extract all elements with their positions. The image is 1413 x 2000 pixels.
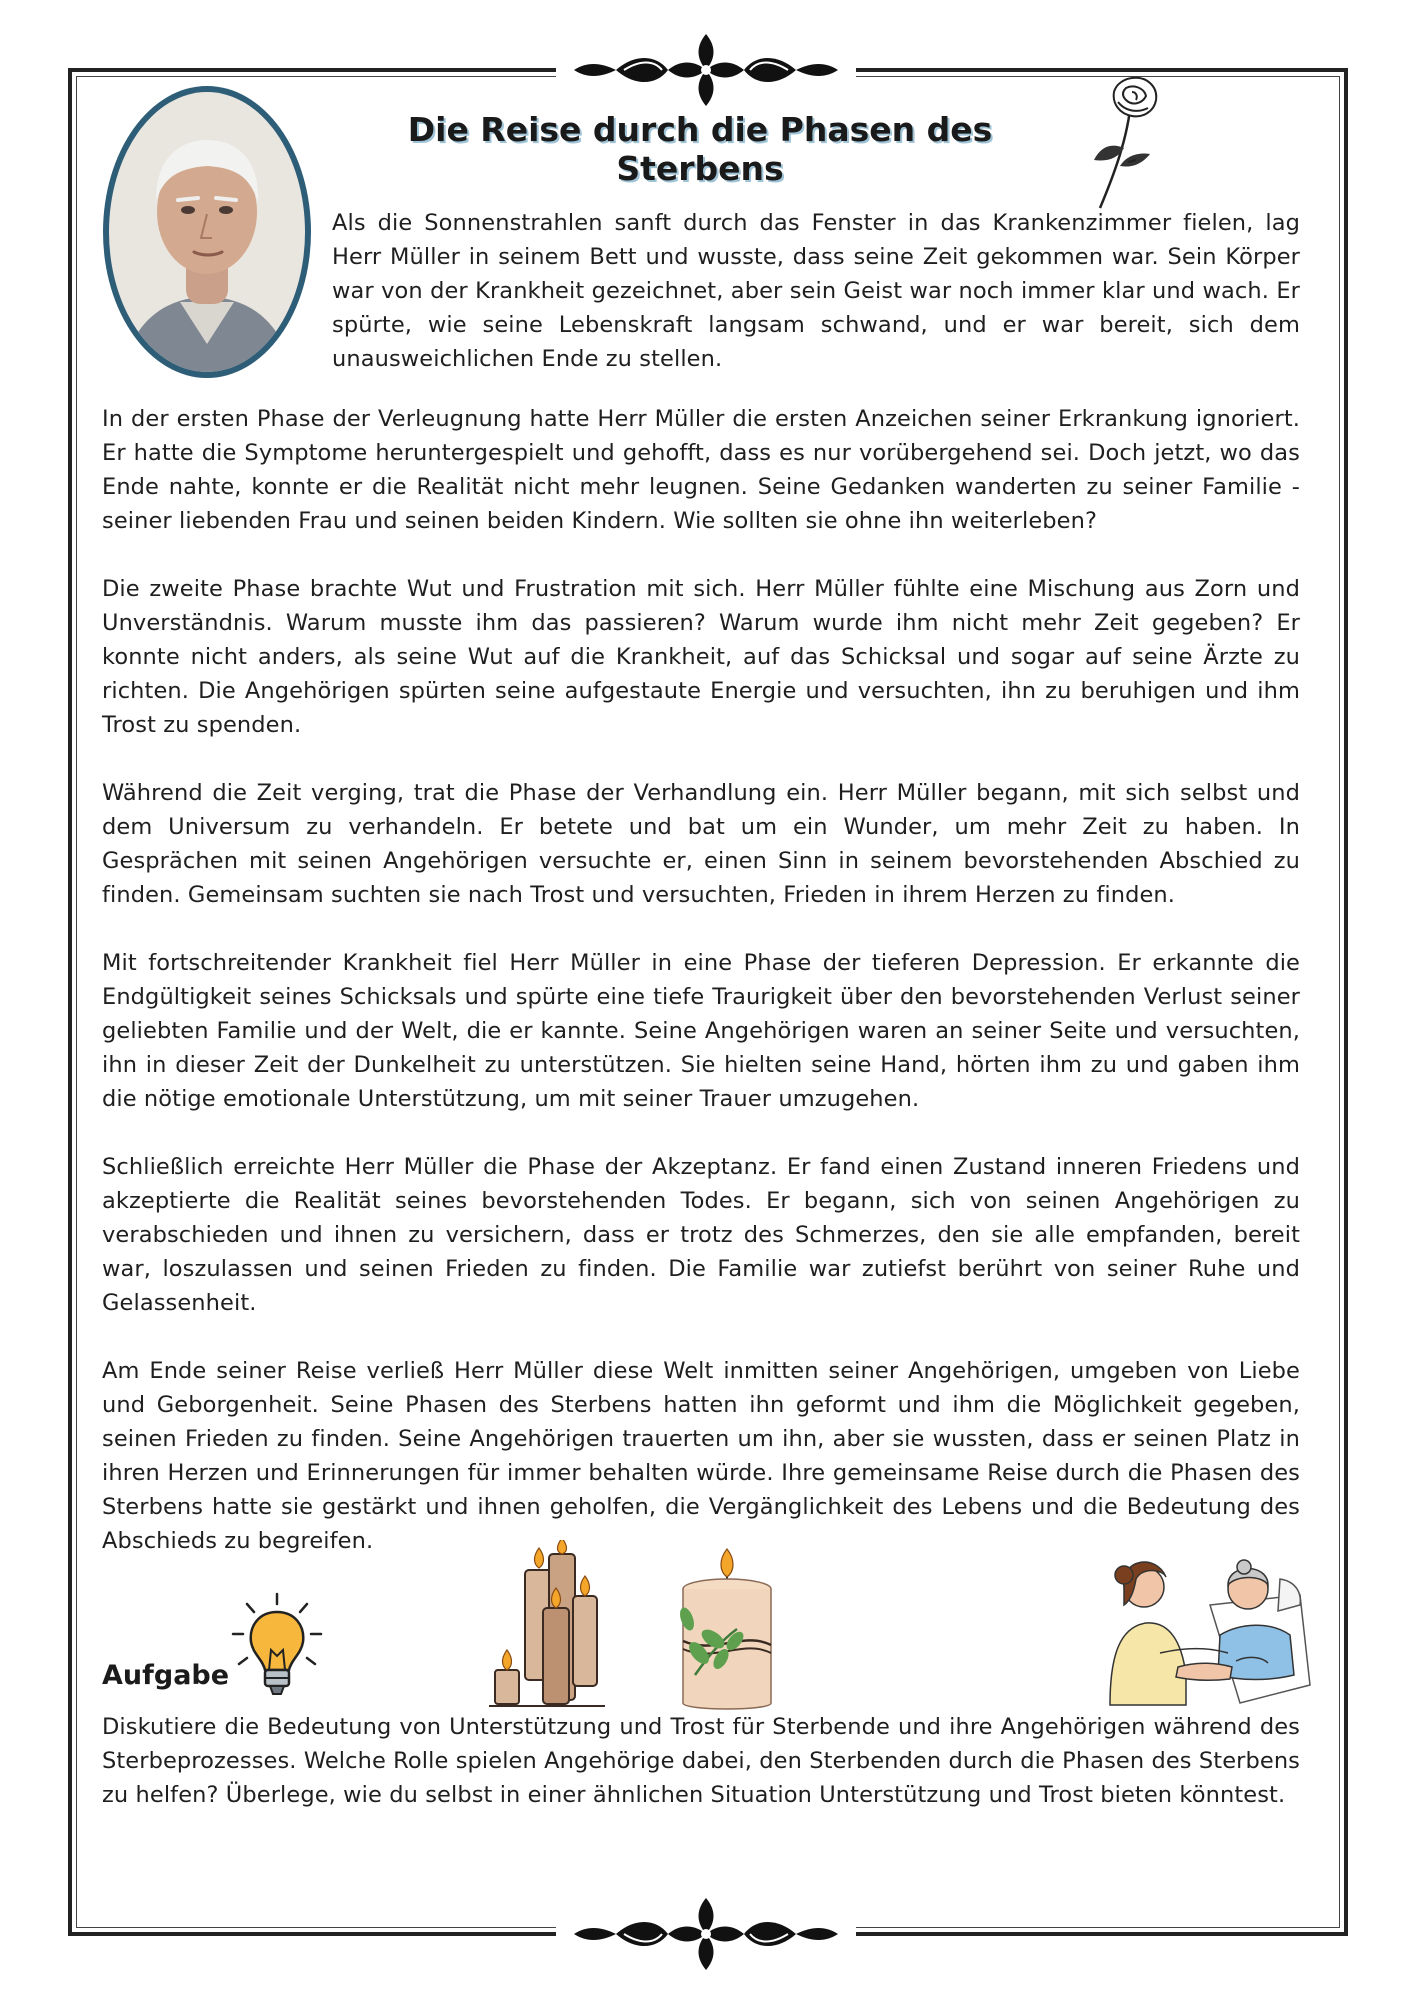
paragraph-acceptance: Schließlich erreichte Herr Müller die Phase der Akzeptanz. Er fand einen Zustand inneren Friedens und akzeptierte die Realität seines bevorstehenden Todes. Er begann, sich von seinen Angehörigen zu verabschieden und ihnen zu versichern, dass er trotz des Schmerzes, den sie alle empfanden, bereit war, loszulassen und seinen Frieden zu finden. Die Familie war zutiefst berührt von seiner Ruhe und Gelassenheit.	[102, 1154, 1300, 1316]
ornament-bottom-icon	[556, 1894, 856, 1974]
paragraph-anger: Die zweite Phase brachte Wut und Frustration mit sich. Herr Müller fühlte eine Mischung aus Zorn und Unverständnis. Warum musste ihm das passieren? Warum wurde ihm nicht mehr Zeit gegeben? Er konnte nicht anders, als seine Wut auf die Krankheit, auf das Schicksal und sogar auf seine Ärzte zu richten. Die Angehörigen spürten seine aufgestaute Energie und versuchten, ihn zu beruhigen und ihm Trost zu spenden.	[102, 576, 1300, 738]
task-heading: Aufgabe	[102, 1660, 230, 1691]
lightbulb-icon	[225, 1590, 330, 1705]
candle-icon	[665, 1545, 790, 1715]
page-title: Die Reise durch die Phasen des Sterbens	[407, 110, 993, 188]
paragraph-denial: In der ersten Phase der Verleugnung hatte Herr Müller die ersten Anzeichen seiner Erkrankung ignoriert. Er hatte die Symptome heruntergespielt und gehofft, dass es nur vorübergehend sei. Doch jetzt, wo das Ende nahte, konnte er die Realität nicht mehr leugnen. Seine Gedanken wanderten zu seiner Familie - seiner liebenden Frau und seinen beiden Kindern. Wie sollten sie ohne ihn weiterleben?	[102, 406, 1300, 534]
ornament-top-icon	[556, 30, 856, 110]
candles-icon	[485, 1540, 630, 1715]
rose-icon	[1080, 70, 1170, 210]
caregiver-with-patient-illustration	[1090, 1535, 1315, 1710]
task-text: Diskutiere die Bedeutung von Unterstützung und Trost für Sterbende und ihre Angehörigen während des Sterbeprozesses. Welche Rolle spielen Angehörige dabei, den Sterbenden durch die Phasen des Sterbens zu helfen? Überlege, wie du selbst in einer ähnlichen Situation Unterstützung und Trost bieten könntest.	[102, 1714, 1300, 1808]
paragraph-ending: Am Ende seiner Reise verließ Herr Müller diese Welt inmitten seiner Angehörigen, umgeben von Liebe und Geborgenheit. Seine Phasen des Sterbens hatten ihn geformt und ihm die Möglichkeit gegeben, seinen Frieden zu finden. Seine Angehörigen trauerten um ihn, aber sie wussten, dass er seinen Platz in ihren Herzen und Erinnerungen für immer behalten würde. Ihre gemeinsame Reise durch die Phasen des Sterbens hatte sie gestärkt und ihnen geholfen, die Vergänglichkeit des Lebens und die Bedeutung des Abschieds zu begreifen.	[102, 1358, 1300, 1554]
paragraph-bargaining: Während die Zeit verging, trat die Phase der Verhandlung ein. Herr Müller begann, mit sich selbst und dem Universum zu verhandeln. Er betete und bat um ein Wunder, um mehr Zeit zu haben. In Gesprächen mit seinen Angehörigen versuchte er, einen Sinn in seinem bevorstehenden Abschied zu finden. Gemeinsam suchten sie nach Trost und versuchten, Frieden in ihrem Herzen zu finden.	[102, 780, 1300, 908]
paragraph-depression: Mit fortschreitender Krankheit fiel Herr Müller in eine Phase der tieferen Depression. Er erkannte die Endgültigkeit seines Schicksals und spürte eine tiefe Traurigkeit über den bevorstehenden Verlust seiner geliebten Familie und der Welt, die er kannte. Seine Angehörigen waren an seiner Seite und versuchten, ihn in dieser Zeit der Dunkelheit zu unterstützen. Sie hielten seine Hand, hörten ihm zu und gaben ihm die nötige emotionale Unterstützung, um mit seiner Trauer umzugehen.	[102, 950, 1300, 1112]
intro-paragraph: Als die Sonnenstrahlen sanft durch das Fenster in das Krankenzimmer fielen, lag Herr Müller in seinem Bett und wusste, dass seine Zeit gekommen war. Sein Körper war von der Krankheit gezeichnet, aber sein Geist war noch immer klar und wach. Er spürte, wie seine Lebenskraft langsam schwand, und er war bereit, sich dem unausweichlichen Ende zu stellen.	[332, 210, 1300, 372]
elderly-man-portrait	[100, 82, 315, 382]
